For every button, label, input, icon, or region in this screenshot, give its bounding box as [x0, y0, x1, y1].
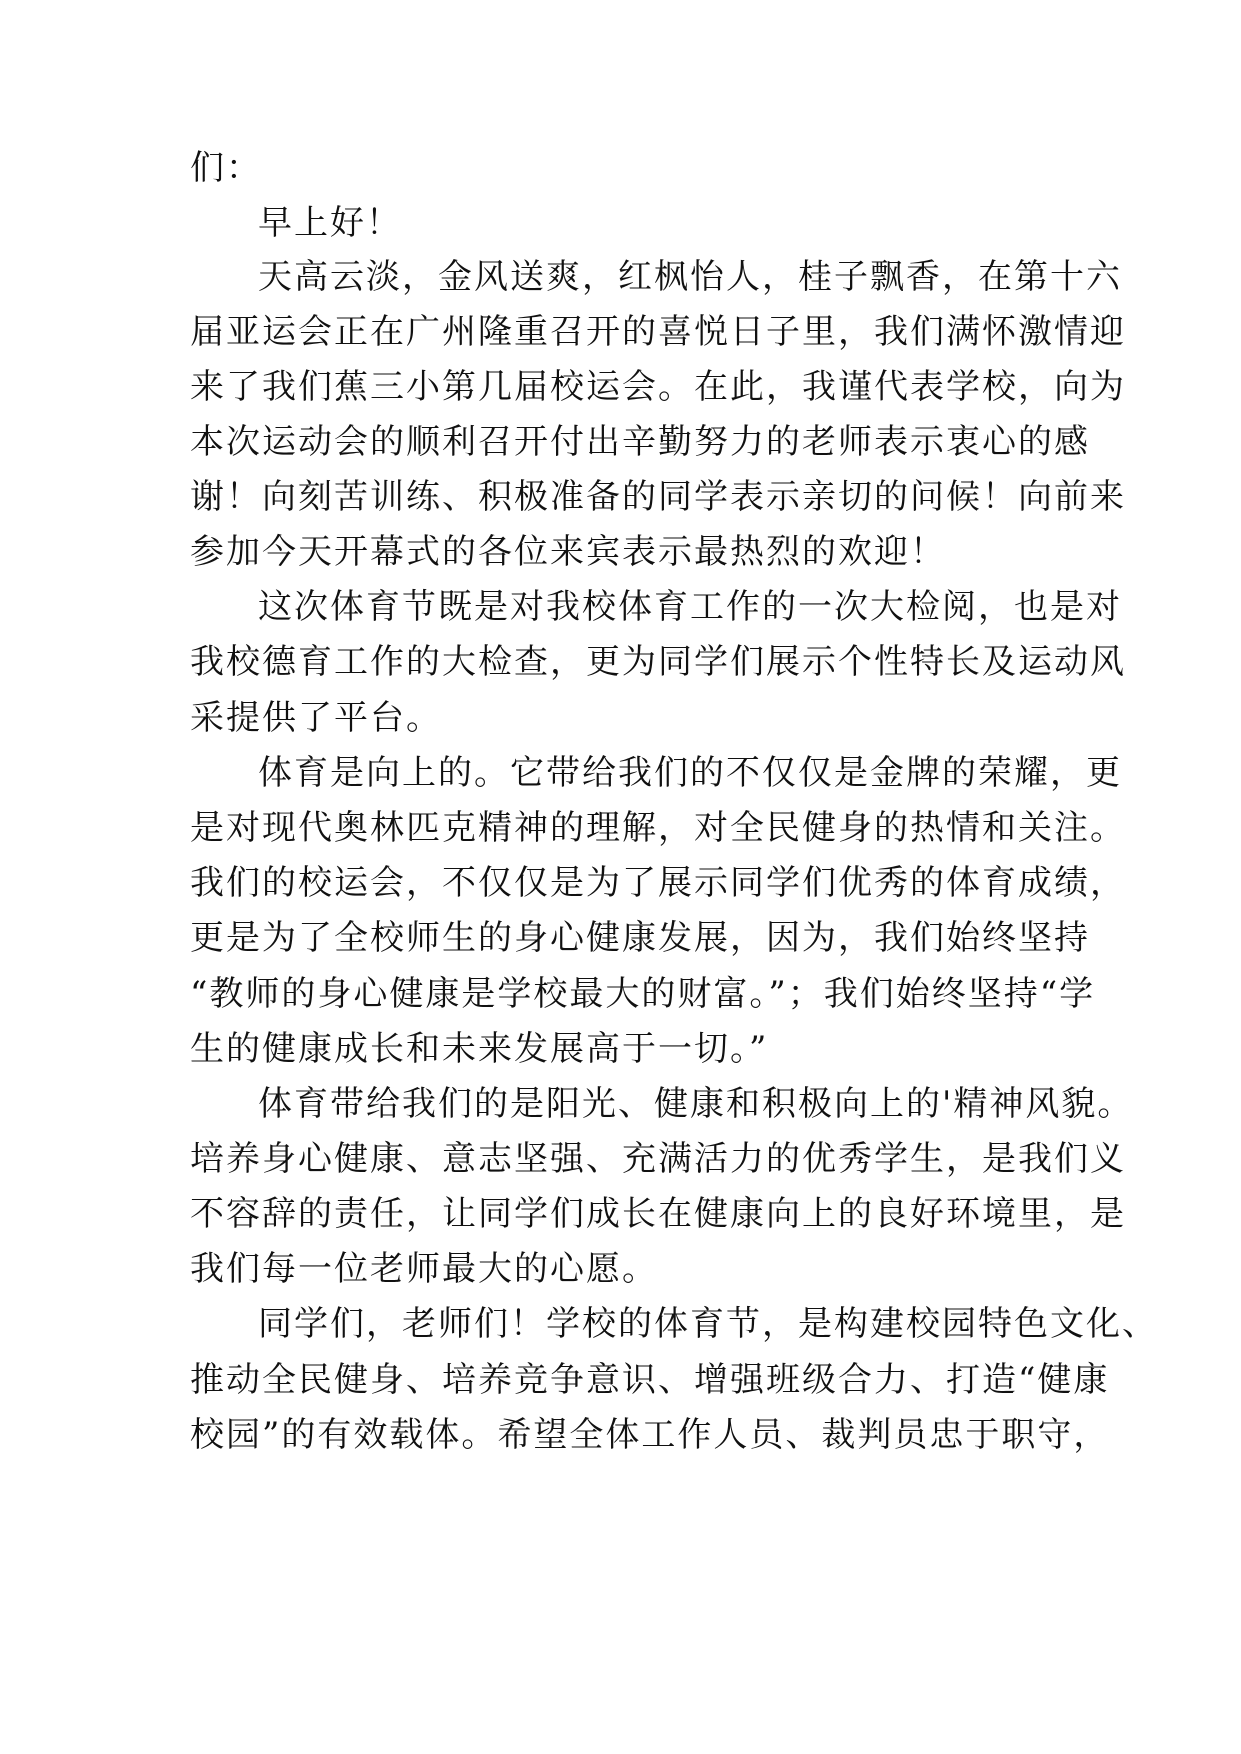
paragraph-3-line-4: 更是为了全校师生的身心健康发展，因为，我们始终坚持: [190, 918, 1090, 958]
paragraph-3-line-2: 是对现代奥林匹克精神的理解，对全民健身的热情和关注。: [190, 808, 1126, 848]
paragraph-5-line-2: 推动全民健身、培养竞争意识、增强班级合力、打造“健康: [190, 1360, 1110, 1400]
greeting-line: 早上好！: [258, 203, 402, 243]
paragraph-1-line-4: 本次运动会的顺利召开付出辛勤努力的老师表示衷心的感: [190, 422, 1090, 462]
paragraph-4-line-3: 不容辞的责任，让同学们成长在健康向上的良好环境里，是: [190, 1194, 1126, 1234]
paragraph-5-line-1: 同学们，老师们！学校的体育节，是构建校园特色文化、: [258, 1304, 1158, 1344]
paragraph-2-line-3: 采提供了平台。: [190, 698, 442, 738]
text-line: 们：: [190, 148, 262, 188]
paragraph-5-line-3: 校园”的有效载体。希望全体工作人员、裁判员忠于职守，: [190, 1415, 1110, 1455]
paragraph-4-line-2: 培养身心健康、意志坚强、充满活力的优秀学生，是我们义: [190, 1139, 1126, 1179]
paragraph-4-line-1: 体育带给我们的是阳光、健康和积极向上的'精神风貌。: [258, 1084, 1134, 1124]
paragraph-2-line-2: 我校德育工作的大检查，更为同学们展示个性特长及运动风: [190, 642, 1126, 682]
paragraph-2-line-1: 这次体育节既是对我校体育工作的一次大检阅，也是对: [258, 587, 1122, 627]
paragraph-3-line-3: 我们的校运会，不仅仅是为了展示同学们优秀的体育成绩，: [190, 863, 1126, 903]
paragraph-1-line-3: 来了我们蕉三小第几届校运会。在此，我谨代表学校，向为: [190, 367, 1126, 407]
paragraph-3-line-1: 体育是向上的。它带给我们的不仅仅是金牌的荣耀，更: [258, 753, 1122, 793]
paragraph-1-line-5: 谢！向刻苦训练、积极准备的同学表示亲切的问候！向前来: [190, 477, 1126, 517]
paragraph-3-line-6: 生的健康成长和未来发展高于一切。”: [190, 1029, 769, 1069]
paragraph-4-line-4: 我们每一位老师最大的心愿。: [190, 1249, 658, 1289]
paragraph-1-line-1: 天高云淡，金风送爽，红枫怡人，桂子飘香，在第十六: [258, 257, 1122, 297]
paragraph-3-line-5: “教师的身心健康是学校最大的财富。”；我们始终坚持“学: [190, 974, 1096, 1014]
paragraph-1-line-6: 参加今天开幕式的各位来宾表示最热烈的欢迎！: [190, 532, 946, 572]
paragraph-1-line-2: 届亚运会正在广州隆重召开的喜悦日子里，我们满怀激情迎: [190, 312, 1126, 352]
